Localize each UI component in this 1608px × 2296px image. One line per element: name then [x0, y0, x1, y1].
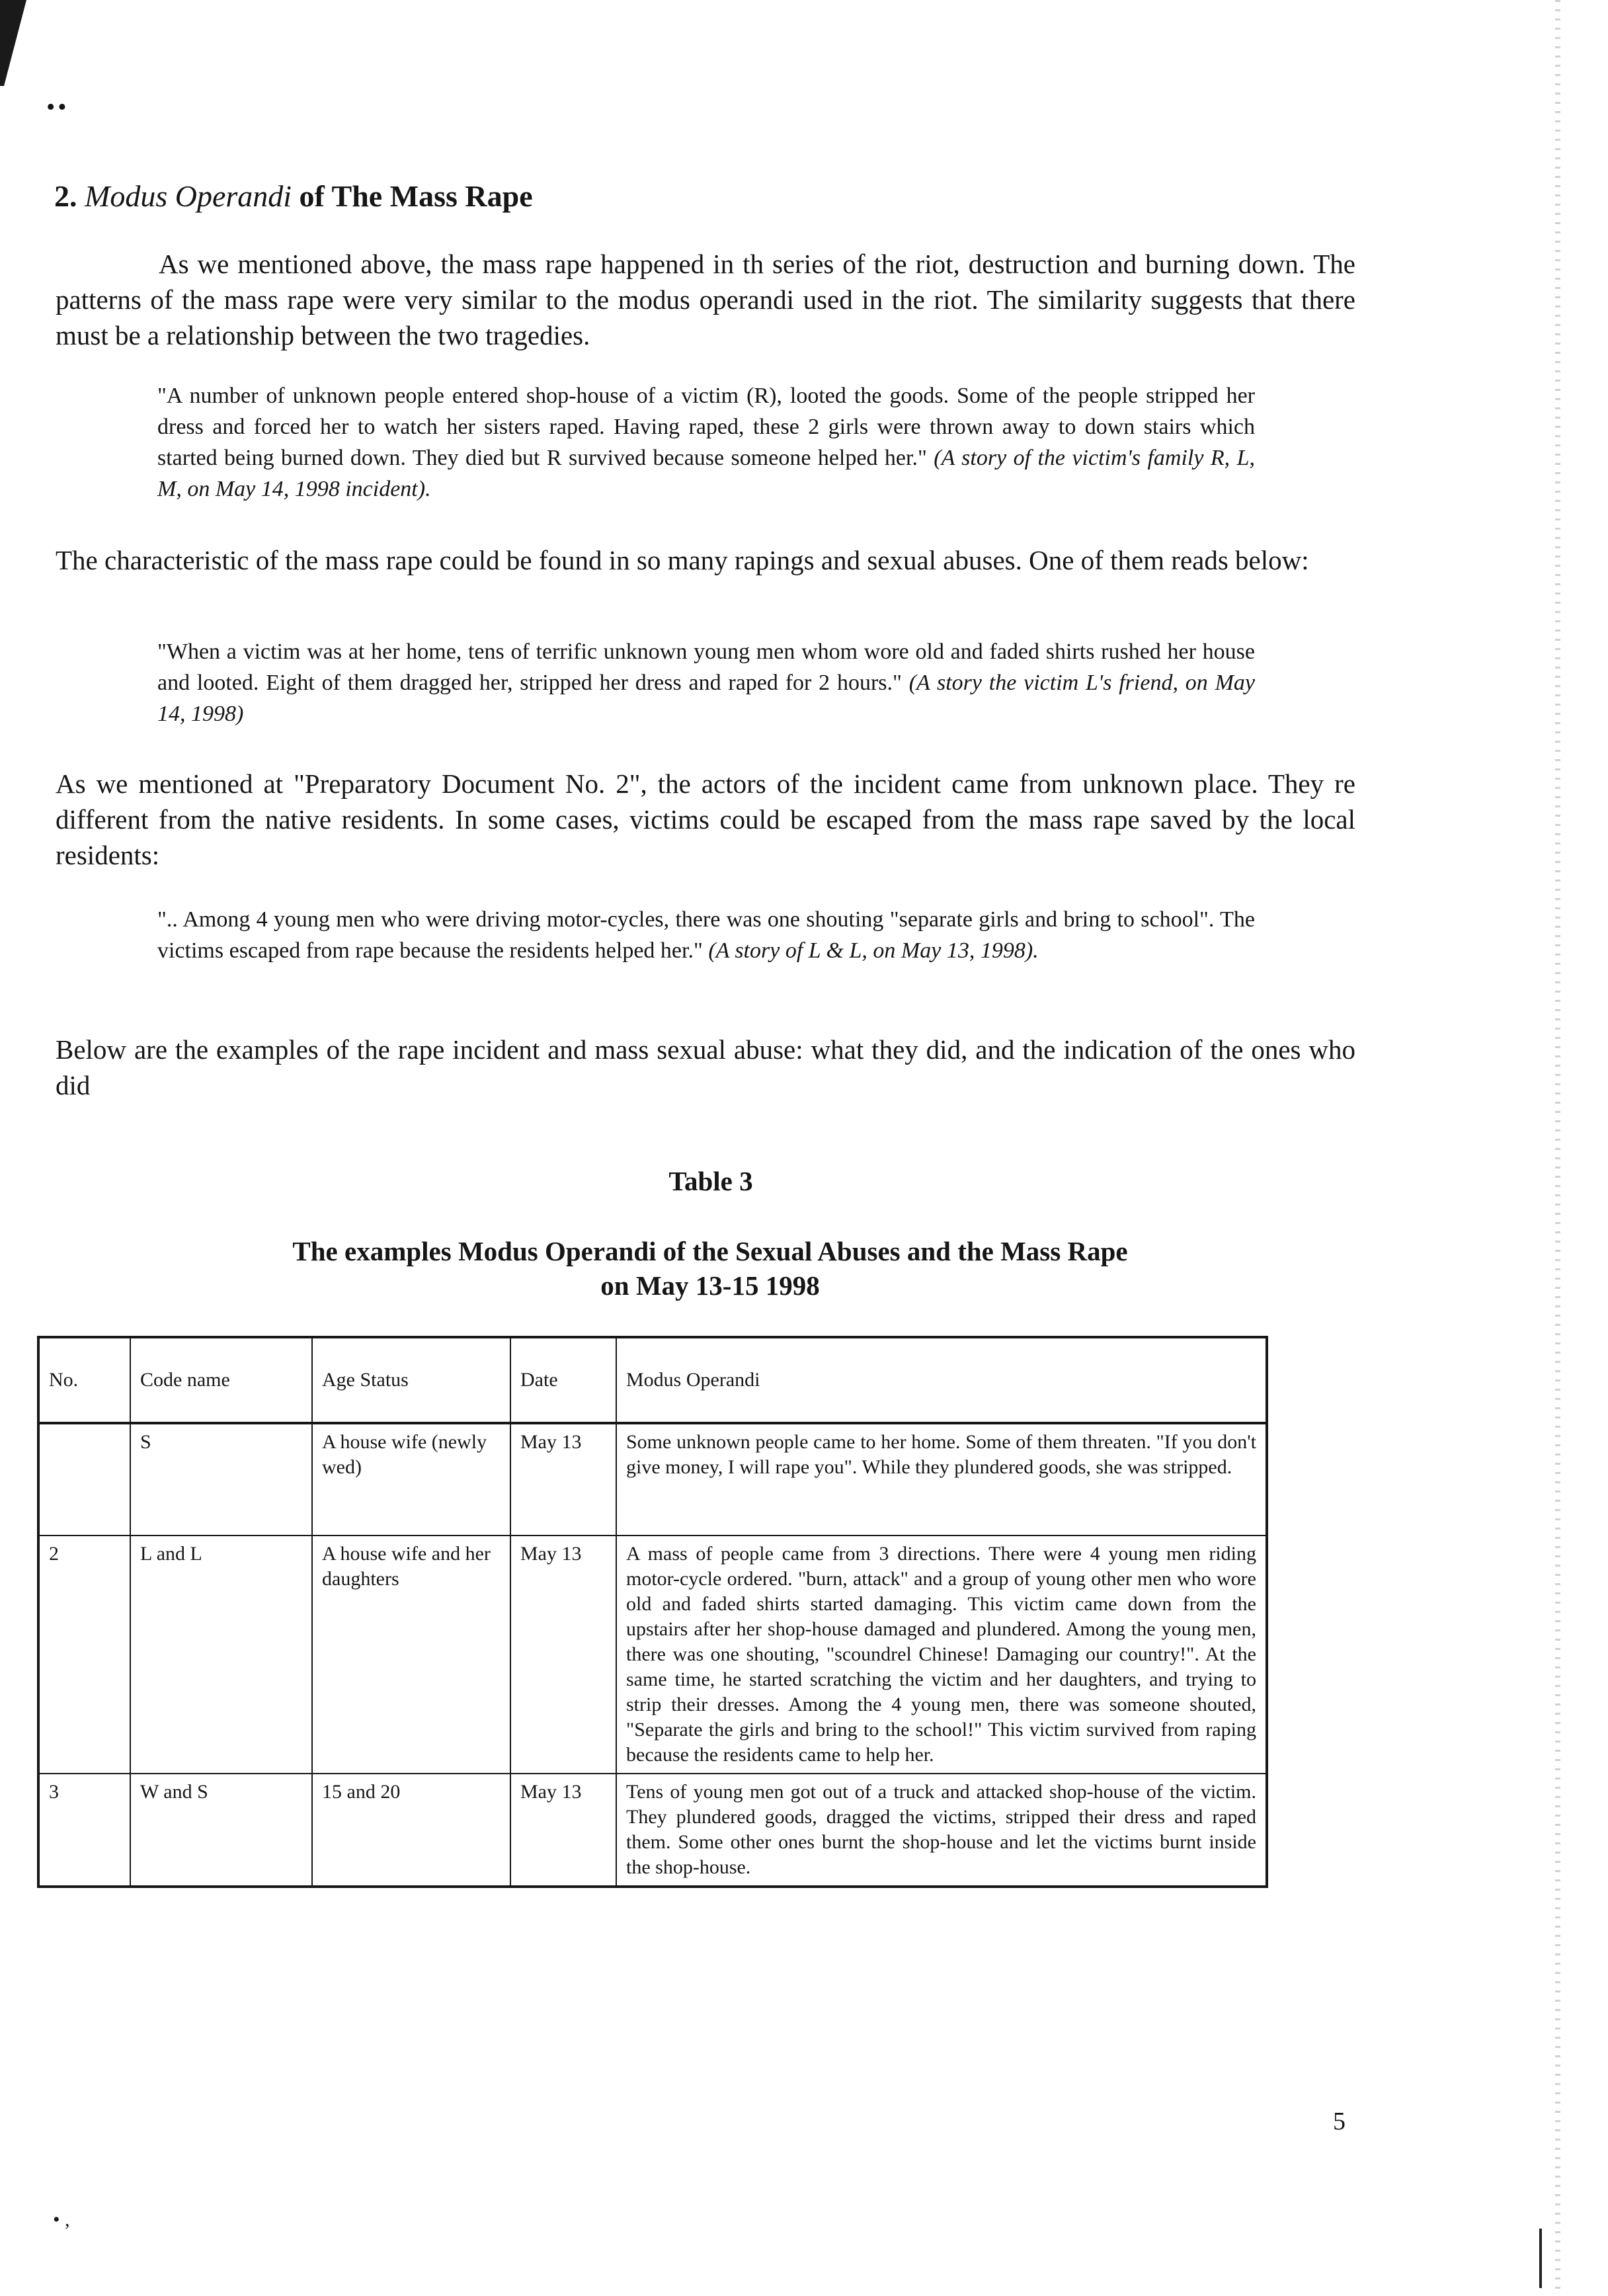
scan-edge-line: [1539, 2229, 1542, 2288]
table-title: Table 3: [668, 1166, 753, 1196]
scan-corner-mark: [0, 0, 40, 93]
cell-age-status: A house wife and her daughters: [312, 1536, 510, 1774]
table-row: [38, 1774, 1267, 1887]
cell-date: May 13: [510, 1536, 616, 1774]
cell-modus-operandi: A mass of people came from 3 directions. There were 4 young men riding motor-cycle ordered. "burn, attack" and a group of young other men who wore old and faded shirts started damaging. This victim came down from the upstairs after her shop-house damaged and plundered. Among the young men, there was one shouting, "scoundrel Chinese! Damaging our country!". At the same time, he started scratching the victim and her daughters, and trying to strip their dresses. Among the 4 young men, there was someone shouted, "Separate the girls and bring to the school!" This victim survived from raping because the residents came to help her.: [616, 1536, 1267, 1774]
cell-code-name: S: [130, 1423, 312, 1536]
table-row: [38, 1536, 1267, 1774]
quote-source: (A story the victim L's friend, on May 14, 1998): [157, 671, 1255, 726]
header-modus-operandi: Modus Operandi: [616, 1337, 1267, 1423]
cell-modus-operandi: Some unknown people came to her home. Some of them threaten. "If you don't give money, I will rape you". While they plundered goods, she was stripped.: [616, 1423, 1267, 1536]
cell-code-name: L and L: [130, 1536, 312, 1774]
paragraph-intro: As we mentioned above, the mass rape happened in th series of the riot, destruction and burning down. The patterns of the mass rape were very similar to the modus operandi used in the riot. The similarity suggests that there must be a relationship between the two tragedies.: [56, 249, 1355, 350]
cell-age-status: A house wife (newly wed): [312, 1423, 510, 1536]
scan-bottom-mark: • ,: [53, 2209, 70, 2231]
table-caption: [159, 1234, 1262, 1303]
header-date: Date: [510, 1337, 616, 1423]
section-title-italic: Modus Operandi: [85, 179, 292, 213]
header-age-status: Age Status: [312, 1337, 510, 1423]
paragraph-examples-intro: Below are the examples of the rape incident and mass sexual abuse: what they did, and the indication of the ones who did: [56, 1034, 1355, 1100]
quote-text: "A number of unknown people entered shop-house of a victim (R), looted the goods. Some of the people stripped her dress and forced her to watch her sisters raped. Having raped, these 2 girls were thrown away to down stairs which started being burned down. They died but R survived because someone helped her.": [157, 384, 1255, 470]
cell-date: May 13: [510, 1423, 616, 1536]
section-title: [54, 179, 533, 214]
cell-code-name: W and S: [130, 1774, 312, 1887]
scan-edge-speckle: [1555, 0, 1560, 2296]
quote-text: "When a victim was at her home, tens of terrific unknown young men whom wore old and faded shirts rushed her house and looted. Eight of them dragged her, stripped her dress and raped for 2 hours.": [157, 639, 1255, 695]
paragraph-characteristic: The characteristic of the mass rape could be found in so many rapings and sexual abuses. One of them reads below:: [56, 545, 1309, 575]
paragraph-actors: As we mentioned at "Preparatory Document No. 2", the actors of the incident came from unknown place. They re different from the native residents. In some cases, victims could be escaped from the mass rape saved by the local residents:: [56, 768, 1355, 870]
modus-operandi-table: [37, 1336, 1268, 1888]
section-number: 2.: [54, 179, 77, 213]
cell-modus-operandi: Tens of young men got out of a truck and attacked shop-house of the victim. They plundered goods, dragged the victims, stripped their dress and raped them. Some other ones burnt the shop-house and let the victims burnt inside the shop-house.: [616, 1774, 1267, 1887]
cell-no: 2: [38, 1536, 130, 1774]
cell-date: May 13: [510, 1774, 616, 1887]
cell-age-status: 15 and 20: [312, 1774, 510, 1887]
quote-l-and-l: [157, 904, 1255, 966]
header-no: No.: [38, 1337, 130, 1423]
scan-dots: ••: [46, 93, 69, 121]
table-caption-line2: on May 13-15 1998: [600, 1270, 820, 1301]
page-number: 5: [1333, 2108, 1346, 2135]
quote-source: (A story of L & L, on May 13, 1998).: [708, 938, 1039, 963]
table-header-row: [38, 1337, 1267, 1423]
table-caption-line1: The examples Modus Operandi of the Sexual Abuses and the Mass Rape: [292, 1236, 1128, 1266]
section-title-rest: of The Mass Rape: [299, 179, 533, 213]
header-code-name: Code name: [130, 1337, 312, 1423]
quote-text: ".. Among 4 young men who were driving motor-cycles, there was one shouting "separate girls and bring to school". The victims escaped from rape because the residents helped her.": [157, 907, 1255, 963]
quote-victim-l-friend: [157, 636, 1255, 729]
quote-source: (A story of the victim's family R, L, M, on May 14, 1998 incident).: [157, 446, 1255, 501]
table-row: [38, 1423, 1267, 1536]
cell-no: [38, 1423, 130, 1536]
quote-victim-r: [157, 380, 1255, 505]
cell-no: 3: [38, 1774, 130, 1887]
